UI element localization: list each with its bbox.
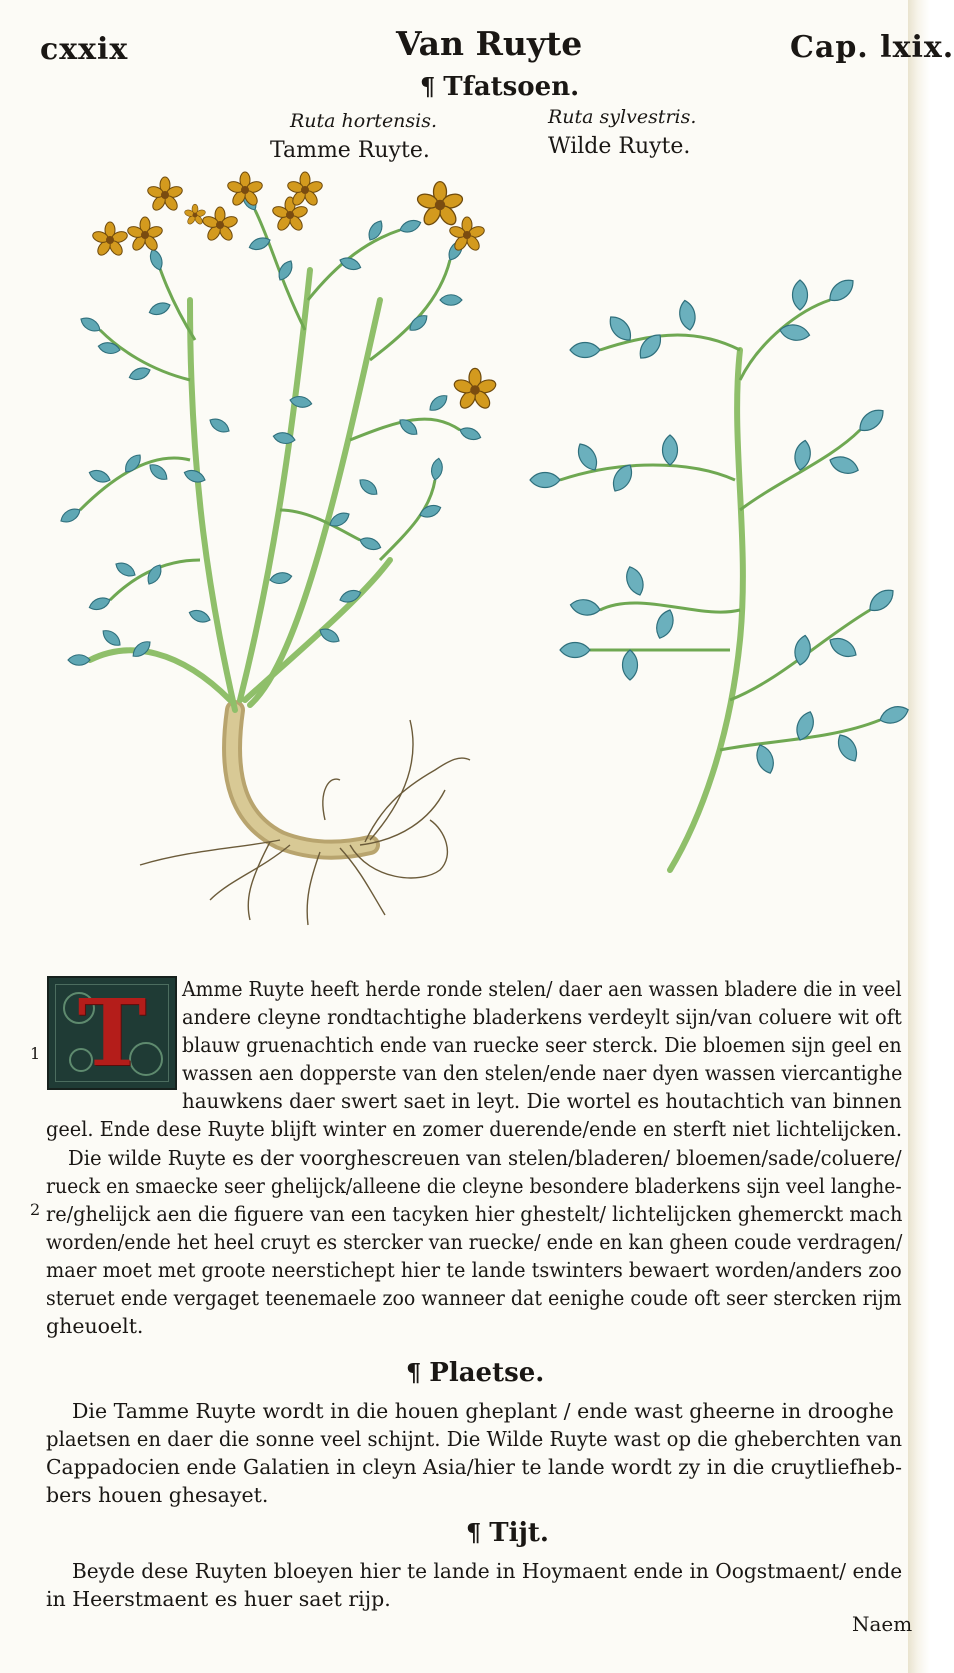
text-line: re/ghelijck aen die figuere van een tacyken hier ghestelt/ lichtelijcken ghemerckt mach — [46, 1202, 903, 1226]
pilcrow-mark: ¶ — [466, 1518, 482, 1547]
plant-woodcut-illustration — [40, 180, 900, 940]
text-line: maer moet met groote neerstichept hier te lande tswinters bewaert worden/anders zoo — [46, 1258, 902, 1282]
text-line: Amme Ruyte heeft herde ronde stelen/ daer aen wassen bladere die in veel — [182, 977, 902, 1001]
text-line: steruet ende vergaget teenemaele zoo wanneer dat eenighe coude oft seer stercken rijm — [46, 1286, 902, 1310]
initial-letter: T — [77, 979, 147, 1087]
catchword: Naem — [852, 1612, 913, 1636]
text-line: gheuoelt. — [46, 1314, 144, 1338]
chapter-number: Cap. lxix. — [790, 30, 954, 65]
text-line: andere cleyne rondtachtighe bladerkens verdeylt sijn/van coluere wit oft — [182, 1005, 902, 1029]
running-title: Van Ruyte — [396, 24, 583, 63]
margin-number-1: 1 — [30, 1044, 41, 1063]
text-line: geel. Ende dese Ruyte blijft winter en zomer duerende/ende en sterft niet lichtelijcken. — [46, 1117, 903, 1141]
page-gutter — [908, 0, 930, 1673]
text-line: Die Tamme Ruyte wordt in die houen gheplant / ende wast gheerne in drooghe — [72, 1399, 894, 1423]
pilcrow-mark: ¶ — [406, 1358, 422, 1387]
cultivated-rue-plant — [58, 172, 497, 925]
plant-dutch-name-1: Tamme Ruyte. — [270, 138, 430, 163]
section-heading-time — [466, 1518, 549, 1548]
text-line: wassen aen dopperste van den stelen/ende naer dyen wassen viercantighe — [182, 1061, 903, 1085]
section-heading-place-text: Plaetse. — [429, 1358, 545, 1388]
plant-latin-name-2: Ruta sylvestris. — [548, 106, 697, 128]
section-heading-names-text: Tfatsoen. — [443, 72, 580, 102]
text-line: worden/ende het heel cruyt es stercker van ruecke/ ende en kan gheen coude verdragen/ — [46, 1230, 903, 1254]
plant-latin-name-1: Ruta hortensis. — [290, 110, 438, 132]
text-line: in Heerstmaent es huer saet rijp. — [46, 1587, 391, 1611]
decorated-initial — [47, 976, 177, 1090]
text-line: Cappadocien ende Galatien in cleyn Asia/hier te lande wordt zy in die cruytliefheb- — [46, 1455, 903, 1479]
text-line: blauw gruenachtich ende van ruecke seer sterck. Die bloemen sijn geel en — [182, 1033, 902, 1057]
section-heading-time-text: Tijt. — [489, 1518, 549, 1548]
section-heading-place — [406, 1358, 544, 1388]
text-line: bers houen ghesayet. — [46, 1483, 269, 1507]
text-line: hauwkens daer swert saet in leyt. Die wortel es houtachtich van binnen — [182, 1089, 902, 1113]
folio-number: cxxix — [40, 32, 129, 67]
text-line: Die wilde Ruyte es der voorghescreuen van stelen/bladeren/ bloemen/sade/coluere/ — [68, 1146, 902, 1170]
pilcrow-mark: ¶ — [420, 72, 436, 101]
section-heading-names — [420, 72, 579, 102]
wild-rue-plant — [530, 275, 911, 870]
plant-dutch-name-2: Wilde Ruyte. — [548, 134, 691, 159]
margin-number-2: 2 — [30, 1200, 41, 1219]
text-line: plaetsen en daer die sonne veel schijnt. Die Wilde Ruyte wast op die gheberchten van — [46, 1427, 903, 1451]
text-line: Beyde dese Ruyten bloeyen hier te lande in Hoymaent ende in Oogstmaent/ ende — [72, 1559, 903, 1583]
text-line: rueck en smaecke seer ghelijck/alleene die cleyne besondere bladerkens sijn veel langhe- — [46, 1174, 902, 1198]
